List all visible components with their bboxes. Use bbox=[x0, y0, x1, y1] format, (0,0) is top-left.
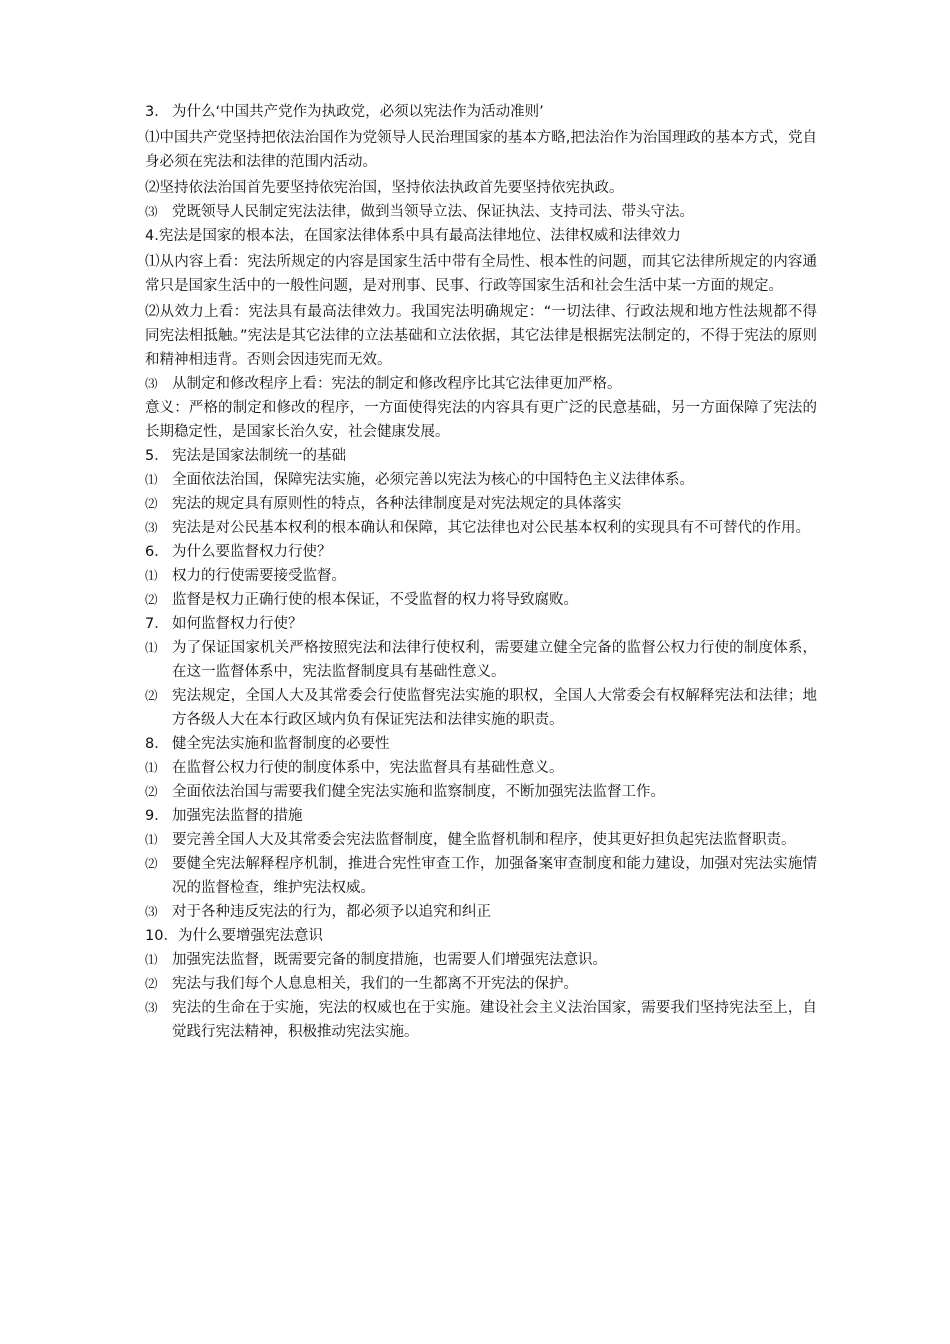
item-number: ⑵ bbox=[145, 784, 158, 799]
list-item bbox=[145, 492, 817, 516]
list-item bbox=[145, 684, 817, 732]
document-page bbox=[145, 100, 817, 1044]
paragraph: ⑴中国共产党坚持把依法治国作为党领导人民治理国家的基本方略,把法治作为治国理政的基本方式，党自身必须在宪法和法律的范围内活动。 bbox=[145, 130, 817, 170]
item-number: ⑶ bbox=[145, 204, 158, 219]
section-title: 为什么要监督权力行使？ bbox=[172, 544, 332, 560]
item-number: ⑴ bbox=[145, 760, 158, 775]
section-heading bbox=[145, 100, 817, 124]
paragraph: ⑵从效力上看：宪法具有最高法律效力。我国宪法明确规定：“一切法律、行政法规和地方性法规都不得同宪法相抵触。”宪法是其它法律的立法基础和立法依据，其它法律是根据宪法制定的，不得于宪法的原则和精神相违背。否则会因违宪而无效。 bbox=[145, 304, 817, 368]
list-item bbox=[145, 972, 817, 996]
section-title: 健全宪法实施和监督制度的必要性 bbox=[172, 736, 390, 752]
item-text: 全面依法治国与需要我们健全宪法实施和监察制度，不断加强宪法监督工作。 bbox=[172, 784, 665, 800]
section-heading: 10．为什么要增强宪法意识 bbox=[145, 928, 323, 944]
section-number: 3． bbox=[145, 104, 169, 120]
list-item bbox=[145, 948, 817, 972]
section-title: 为什么‘中国共产党作为执政党，必须以宪法作为活动准则’ bbox=[172, 104, 544, 120]
list-item bbox=[145, 852, 817, 900]
item-number: ⑴ bbox=[145, 568, 158, 583]
item-text: 宪法是对公民基本权利的根本确认和保障，其它法律也对公民基本权利的实现具有不可替代的作用。 bbox=[172, 520, 810, 536]
item-text: 监督是权力正确行使的根本保证，不受监督的权力将导致腐败。 bbox=[172, 592, 578, 608]
item-text: 宪法的生命在于实施，宪法的权威也在于实施。建设社会主义法治国家，需要我们坚持宪法至上，自觉践行宪法精神，积极推动宪法实施。 bbox=[172, 1000, 817, 1040]
list-item bbox=[145, 588, 817, 612]
item-number: ⑶ bbox=[145, 376, 158, 391]
item-text: 从制定和修改程序上看：宪法的制定和修改程序比其它法律更加严格。 bbox=[172, 376, 622, 392]
paragraph: 意义：严格的制定和修改的程序，一方面使得宪法的内容具有更广泛的民意基础，另一方面保障了宪法的长期稳定性，是国家长治久安，社会健康发展。 bbox=[145, 400, 817, 440]
item-number: ⑵ bbox=[145, 592, 158, 607]
section-title: 加强宪法监督的措施 bbox=[172, 808, 303, 824]
item-number: ⑶ bbox=[145, 1000, 158, 1015]
section-heading bbox=[145, 732, 817, 756]
list-item bbox=[145, 996, 817, 1044]
item-number: ⑴ bbox=[145, 640, 158, 655]
item-text: 全面依法治国，保障宪法实施，必须完善以宪法为核心的中国特色主义法律体系。 bbox=[172, 472, 694, 488]
item-text: 加强宪法监督，既需要完备的制度措施，也需要人们增强宪法意识。 bbox=[172, 952, 607, 968]
item-text: 要完善全国人大及其常委会宪法监督制度，健全监督机制和程序，使其更好担负起宪法监督职责。 bbox=[172, 832, 796, 848]
item-number: ⑵ bbox=[145, 688, 158, 703]
list-item bbox=[145, 200, 817, 224]
paragraph: ⑵坚持依法治国首先要坚持依宪治国，坚持依法执政首先要坚持依宪执政。 bbox=[145, 180, 624, 196]
section-number: 7． bbox=[145, 616, 169, 632]
list-item bbox=[145, 636, 817, 684]
item-text: 要健全宪法解释程序机制，推进合宪性审查工作，加强备案审查制度和能力建设，加强对宪法实施情况的监督检查，维护宪法权威。 bbox=[172, 856, 817, 896]
item-number: ⑶ bbox=[145, 904, 158, 919]
item-text: 宪法规定，全国人大及其常委会行使监督宪法实施的职权，全国人大常委会有权解释宪法和法律；地方各级人大在本行政区域内负有保证宪法和法律实施的职责。 bbox=[172, 688, 817, 728]
list-item bbox=[145, 900, 817, 924]
section-heading bbox=[145, 444, 817, 468]
section-heading bbox=[145, 612, 817, 636]
section-heading bbox=[145, 540, 817, 564]
list-item bbox=[145, 780, 817, 804]
section-number: 8． bbox=[145, 736, 169, 752]
list-item bbox=[145, 516, 817, 540]
item-text: 为了保证国家机关严格按照宪法和法律行使权利，需要建立健全完备的监督公权力行使的制度体系，在这一监督体系中，宪法监督制度具有基础性意义。 bbox=[172, 640, 817, 680]
list-item bbox=[145, 564, 817, 588]
section-number: 9． bbox=[145, 808, 169, 824]
item-text: 宪法的规定具有原则性的特点，各种法律制度是对宪法规定的具体落实 bbox=[172, 496, 622, 512]
list-item bbox=[145, 756, 817, 780]
list-item bbox=[145, 828, 817, 852]
section-heading: 4.宪法是国家的根本法，在国家法律体系中具有最高法律地位、法律权威和法律效力 bbox=[145, 228, 681, 244]
section-heading bbox=[145, 804, 817, 828]
item-number: ⑴ bbox=[145, 472, 158, 487]
item-number: ⑴ bbox=[145, 832, 158, 847]
item-text: 在监督公权力行使的制度体系中，宪法监督具有基础性意义。 bbox=[172, 760, 564, 776]
item-number: ⑴ bbox=[145, 952, 158, 967]
list-item bbox=[145, 372, 817, 396]
item-text: 宪法与我们每个人息息相关，我们的一生都离不开宪法的保护。 bbox=[172, 976, 578, 992]
item-number: ⑵ bbox=[145, 976, 158, 991]
item-text: 党既领导人民制定宪法法律，做到当领导立法、保证执法、支持司法、带头守法。 bbox=[172, 204, 694, 220]
section-number: 6． bbox=[145, 544, 169, 560]
item-text: 对于各种违反宪法的行为，都必须予以追究和纠正 bbox=[172, 904, 491, 920]
list-item bbox=[145, 468, 817, 492]
paragraph: ⑴从内容上看：宪法所规定的内容是国家生活中带有全局性、根本性的问题，而其它法律所规定的内容通常只是国家生活中的一般性问题，是对刑事、民事、行政等国家生活和社会生活中某一方面的规定。 bbox=[145, 254, 817, 294]
section-number: 5． bbox=[145, 448, 169, 464]
item-text: 权力的行使需要接受监督。 bbox=[172, 568, 346, 584]
item-number: ⑶ bbox=[145, 520, 158, 535]
item-number: ⑵ bbox=[145, 496, 158, 511]
section-title: 宪法是国家法制统一的基础 bbox=[172, 448, 346, 464]
item-number: ⑵ bbox=[145, 856, 158, 871]
section-title: 如何监督权力行使？ bbox=[172, 616, 303, 632]
